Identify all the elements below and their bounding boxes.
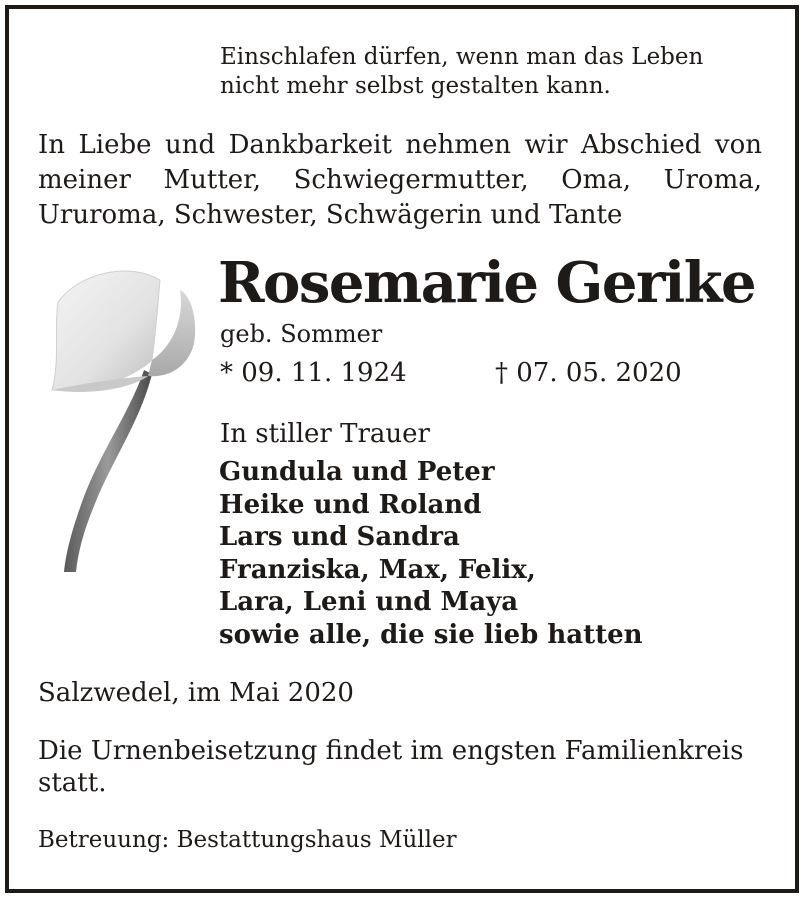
mourner-line: Lars und Sandra xyxy=(219,522,460,552)
deceased-name: Rosemarie Gerike xyxy=(218,250,756,316)
death-date: † 07. 05. 2020 xyxy=(495,358,682,388)
mourner-line: Gundula und Peter xyxy=(219,457,495,487)
calla-lily-icon xyxy=(40,262,205,577)
birth-date: * 09. 11. 1924 xyxy=(220,358,407,388)
mourners-list xyxy=(219,456,643,651)
mourner-line: Franziska, Max, Felix, xyxy=(219,554,536,585)
birth-name: geb. Sommer xyxy=(220,320,383,348)
mourner-line: Heike und Roland xyxy=(219,489,482,520)
mourning-label: In stiller Trauer xyxy=(220,419,430,449)
burial-notice: Die Urnenbeisetzung findet im engsten Familienkreis statt. xyxy=(38,736,744,798)
mourner-line: sowie alle, die sie lieb hatten xyxy=(219,619,643,650)
motto-quote: Einschlafen dürfen, wenn man das Leben nicht mehr selbst gestalten kann. xyxy=(220,44,704,99)
place-date: Salzwedel, im Mai 2020 xyxy=(38,678,354,708)
intro-text: In Liebe und Dankbarkeit nehmen wir Abschied von meiner Mutter, Schwiegermutter, Oma, Uroma, Ururoma, Schwester, Schwägerin und Tante xyxy=(38,130,762,230)
mourner-line: Lara, Leni und Maya xyxy=(219,587,519,617)
funeral-home: Betreuung: Bestattungshaus Müller xyxy=(38,827,457,853)
